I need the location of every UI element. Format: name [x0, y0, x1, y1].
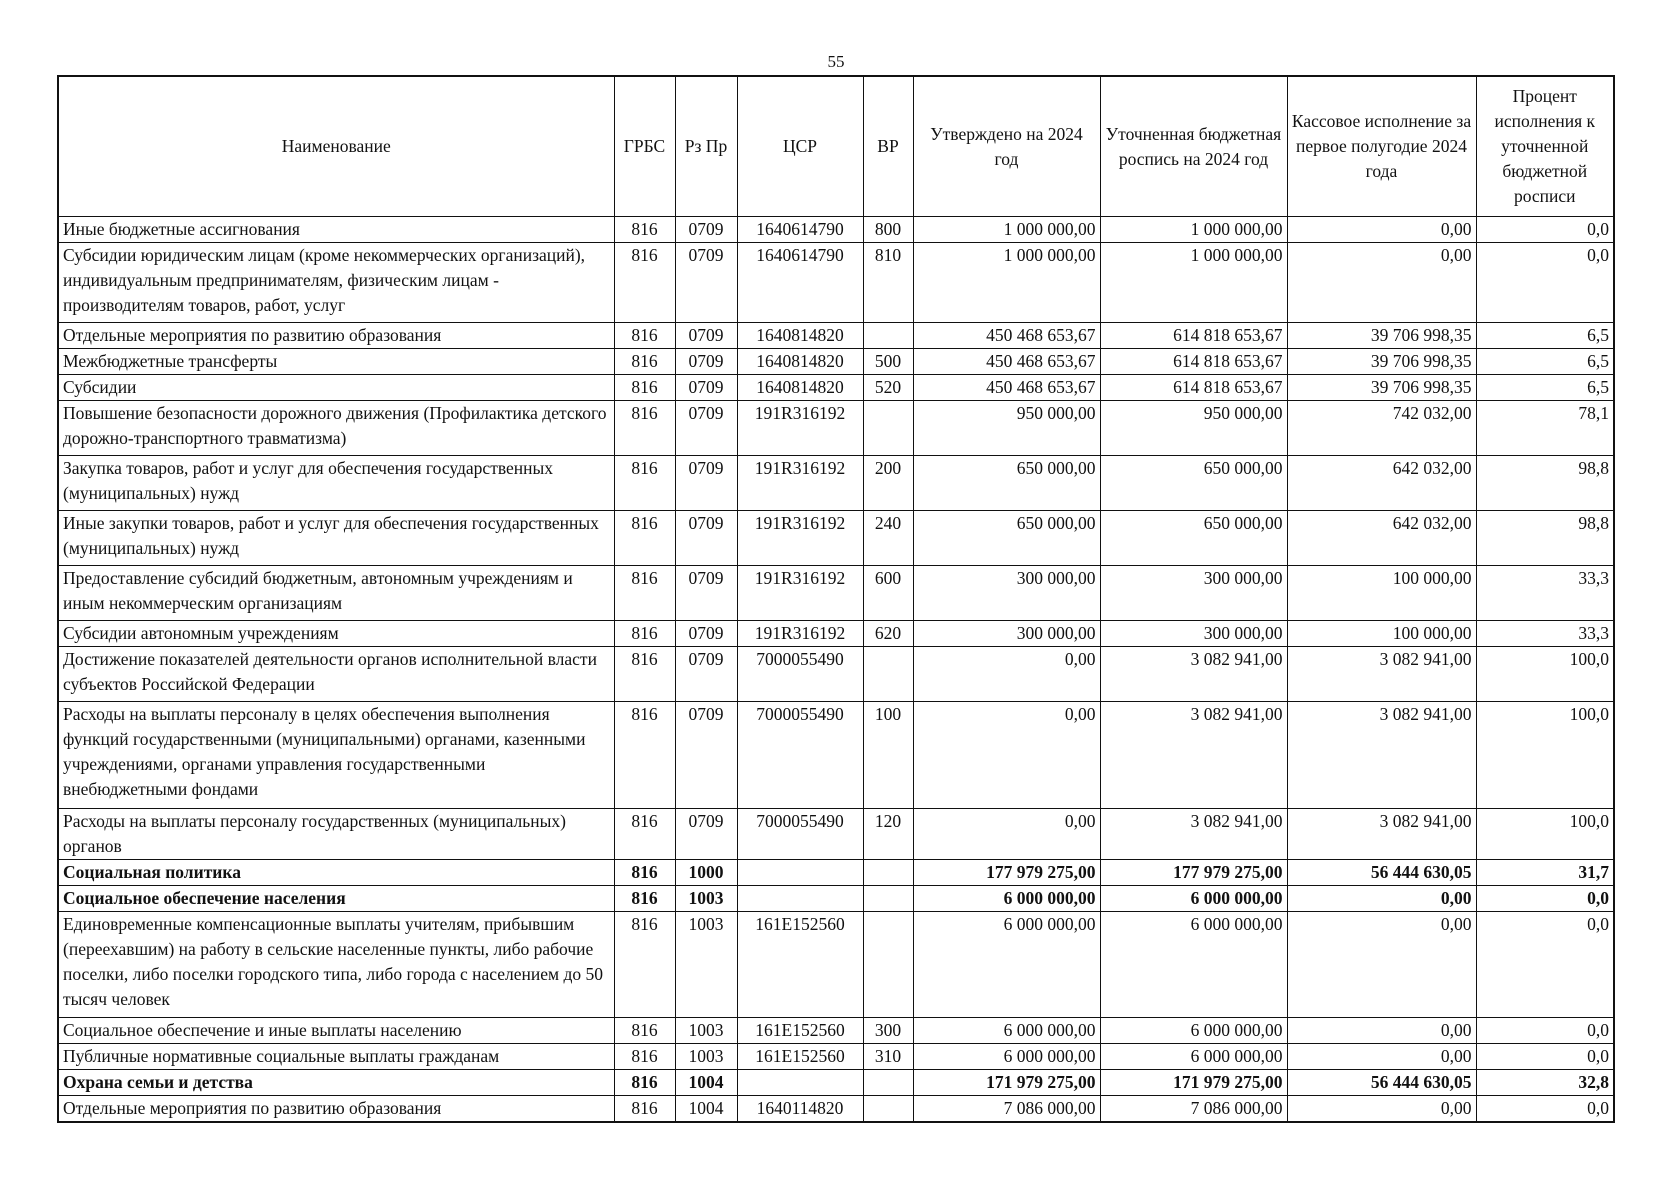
grbs-cell: 816	[614, 456, 675, 511]
cash-cell: 3 082 941,00	[1287, 647, 1476, 702]
refined-cell: 1 000 000,00	[1100, 243, 1287, 323]
refined-cell: 171 979 275,00	[1100, 1070, 1287, 1096]
cash-cell: 642 032,00	[1287, 456, 1476, 511]
table-row	[58, 621, 1614, 647]
name-cell: Межбюджетные трансферты	[58, 349, 614, 375]
percent-cell: 6,5	[1476, 323, 1614, 349]
table-row	[58, 1044, 1614, 1070]
header-approved: Утверждено на 2024 год	[913, 76, 1100, 217]
cash-cell: 100 000,00	[1287, 566, 1476, 621]
refined-cell: 6 000 000,00	[1100, 912, 1287, 1018]
name-cell: Социальное обеспечение и иные выплаты населению	[58, 1018, 614, 1044]
rzpr-cell: 1003	[675, 1018, 737, 1044]
csr-cell: 191R316192	[737, 566, 863, 621]
grbs-cell: 816	[614, 375, 675, 401]
grbs-cell: 816	[614, 323, 675, 349]
refined-cell: 7 086 000,00	[1100, 1096, 1287, 1123]
approved-cell: 1 000 000,00	[913, 243, 1100, 323]
csr-cell: 1640614790	[737, 217, 863, 243]
rzpr-cell: 0709	[675, 702, 737, 809]
refined-cell: 6 000 000,00	[1100, 886, 1287, 912]
table-row	[58, 702, 1614, 809]
table-row	[58, 375, 1614, 401]
grbs-cell: 816	[614, 886, 675, 912]
percent-cell: 32,8	[1476, 1070, 1614, 1096]
refined-cell: 650 000,00	[1100, 456, 1287, 511]
rzpr-cell: 0709	[675, 375, 737, 401]
approved-cell: 6 000 000,00	[913, 886, 1100, 912]
csr-cell	[737, 886, 863, 912]
refined-cell: 614 818 653,67	[1100, 323, 1287, 349]
rzpr-cell: 1000	[675, 860, 737, 886]
percent-cell: 0,0	[1476, 1096, 1614, 1123]
refined-cell: 3 082 941,00	[1100, 647, 1287, 702]
header-csr: ЦСР	[737, 76, 863, 217]
csr-cell: 7000055490	[737, 647, 863, 702]
grbs-cell: 816	[614, 647, 675, 702]
rzpr-cell: 0709	[675, 647, 737, 702]
table-row	[58, 1070, 1614, 1096]
grbs-cell: 816	[614, 243, 675, 323]
approved-cell: 0,00	[913, 647, 1100, 702]
cash-cell: 56 444 630,05	[1287, 1070, 1476, 1096]
table-row	[58, 243, 1614, 323]
csr-cell: 1640814820	[737, 375, 863, 401]
cash-cell: 0,00	[1287, 1018, 1476, 1044]
grbs-cell: 816	[614, 621, 675, 647]
vr-cell: 100	[863, 702, 913, 809]
table-row	[58, 566, 1614, 621]
percent-cell: 0,0	[1476, 1018, 1614, 1044]
vr-cell: 300	[863, 1018, 913, 1044]
vr-cell	[863, 647, 913, 702]
csr-cell: 191R316192	[737, 456, 863, 511]
grbs-cell: 816	[614, 217, 675, 243]
rzpr-cell: 1004	[675, 1070, 737, 1096]
name-cell: Субсидии юридическим лицам (кроме некоммерческих организаций), индивидуальным предпринимателям, физическим лицам - производителям товаров, работ, услуг	[58, 243, 614, 323]
table-row	[58, 456, 1614, 511]
vr-cell: 310	[863, 1044, 913, 1070]
table-header-row	[58, 76, 1614, 217]
refined-cell: 300 000,00	[1100, 566, 1287, 621]
name-cell: Публичные нормативные социальные выплаты гражданам	[58, 1044, 614, 1070]
refined-cell: 614 818 653,67	[1100, 349, 1287, 375]
percent-cell: 0,0	[1476, 243, 1614, 323]
name-cell: Субсидии автономным учреждениям	[58, 621, 614, 647]
percent-cell: 78,1	[1476, 401, 1614, 456]
vr-cell: 120	[863, 809, 913, 860]
approved-cell: 6 000 000,00	[913, 1044, 1100, 1070]
header-refined: Уточненная бюджетная роспись на 2024 год	[1100, 76, 1287, 217]
header-percent: Процент исполнения к уточненной бюджетной росписи	[1476, 76, 1614, 217]
table-row	[58, 349, 1614, 375]
header-rzpr: Рз Пр	[675, 76, 737, 217]
grbs-cell: 816	[614, 401, 675, 456]
approved-cell: 300 000,00	[913, 566, 1100, 621]
cash-cell: 39 706 998,35	[1287, 375, 1476, 401]
vr-cell: 240	[863, 511, 913, 566]
refined-cell: 6 000 000,00	[1100, 1018, 1287, 1044]
table-row	[58, 323, 1614, 349]
rzpr-cell: 1003	[675, 886, 737, 912]
name-cell: Социальная политика	[58, 860, 614, 886]
rzpr-cell: 0709	[675, 217, 737, 243]
percent-cell: 100,0	[1476, 809, 1614, 860]
name-cell: Достижение показателей деятельности органов исполнительной власти субъектов Российской Федерации	[58, 647, 614, 702]
percent-cell: 31,7	[1476, 860, 1614, 886]
cash-cell: 3 082 941,00	[1287, 809, 1476, 860]
cash-cell: 642 032,00	[1287, 511, 1476, 566]
approved-cell: 171 979 275,00	[913, 1070, 1100, 1096]
name-cell: Расходы на выплаты персоналу в целях обеспечения выполнения функций государственными (муниципальными) органами, казенными учреждениями, органами управления государственными внебюджетными фондами	[58, 702, 614, 809]
table-row	[58, 647, 1614, 702]
refined-cell: 300 000,00	[1100, 621, 1287, 647]
name-cell: Расходы на выплаты персоналу государственных (муниципальных) органов	[58, 809, 614, 860]
grbs-cell: 816	[614, 1018, 675, 1044]
approved-cell: 7 086 000,00	[913, 1096, 1100, 1123]
approved-cell: 450 468 653,67	[913, 375, 1100, 401]
name-cell: Охрана семьи и детства	[58, 1070, 614, 1096]
cash-cell: 39 706 998,35	[1287, 349, 1476, 375]
vr-cell	[863, 401, 913, 456]
table-row	[58, 1096, 1614, 1123]
percent-cell: 33,3	[1476, 566, 1614, 621]
rzpr-cell: 0709	[675, 809, 737, 860]
refined-cell: 1 000 000,00	[1100, 217, 1287, 243]
vr-cell: 600	[863, 566, 913, 621]
csr-cell: 161E152560	[737, 1018, 863, 1044]
vr-cell	[863, 323, 913, 349]
csr-cell: 1640614790	[737, 243, 863, 323]
grbs-cell: 816	[614, 1096, 675, 1123]
grbs-cell: 816	[614, 566, 675, 621]
name-cell: Отдельные мероприятия по развитию образования	[58, 323, 614, 349]
percent-cell: 33,3	[1476, 621, 1614, 647]
grbs-cell: 816	[614, 1044, 675, 1070]
name-cell: Иные закупки товаров, работ и услуг для обеспечения государственных (муниципальных) нужд	[58, 511, 614, 566]
cash-cell: 0,00	[1287, 217, 1476, 243]
rzpr-cell: 0709	[675, 243, 737, 323]
csr-cell: 191R316192	[737, 511, 863, 566]
budget-execution-table	[57, 75, 1615, 1123]
percent-cell: 6,5	[1476, 375, 1614, 401]
name-cell: Закупка товаров, работ и услуг для обеспечения государственных (муниципальных) нужд	[58, 456, 614, 511]
grbs-cell: 816	[614, 1070, 675, 1096]
cash-cell: 100 000,00	[1287, 621, 1476, 647]
grbs-cell: 816	[614, 349, 675, 375]
name-cell: Повышение безопасности дорожного движения (Профилактика детского дорожно-транспортного травматизма)	[58, 401, 614, 456]
vr-cell: 520	[863, 375, 913, 401]
table-row	[58, 217, 1614, 243]
csr-cell: 1640114820	[737, 1096, 863, 1123]
cash-cell: 0,00	[1287, 1096, 1476, 1123]
grbs-cell: 816	[614, 912, 675, 1018]
approved-cell: 0,00	[913, 702, 1100, 809]
table-row	[58, 860, 1614, 886]
rzpr-cell: 1004	[675, 1096, 737, 1123]
name-cell: Предоставление субсидий бюджетным, автономным учреждениям и иным некоммерческим организациям	[58, 566, 614, 621]
approved-cell: 650 000,00	[913, 456, 1100, 511]
csr-cell	[737, 860, 863, 886]
percent-cell: 100,0	[1476, 702, 1614, 809]
percent-cell: 0,0	[1476, 217, 1614, 243]
cash-cell: 3 082 941,00	[1287, 702, 1476, 809]
header-name: Наименование	[58, 76, 614, 217]
csr-cell: 191R316192	[737, 401, 863, 456]
percent-cell: 98,8	[1476, 511, 1614, 566]
vr-cell: 500	[863, 349, 913, 375]
vr-cell	[863, 1070, 913, 1096]
table-row	[58, 1018, 1614, 1044]
cash-cell: 0,00	[1287, 1044, 1476, 1070]
vr-cell: 810	[863, 243, 913, 323]
rzpr-cell: 0709	[675, 349, 737, 375]
vr-cell	[863, 1096, 913, 1123]
rzpr-cell: 0709	[675, 456, 737, 511]
table-row	[58, 912, 1614, 1018]
name-cell: Иные бюджетные ассигнования	[58, 217, 614, 243]
rzpr-cell: 0709	[675, 511, 737, 566]
percent-cell: 0,0	[1476, 886, 1614, 912]
approved-cell: 0,00	[913, 809, 1100, 860]
rzpr-cell: 1003	[675, 1044, 737, 1070]
percent-cell: 6,5	[1476, 349, 1614, 375]
vr-cell: 800	[863, 217, 913, 243]
approved-cell: 177 979 275,00	[913, 860, 1100, 886]
table-row	[58, 401, 1614, 456]
vr-cell: 620	[863, 621, 913, 647]
page-number: 55	[827, 52, 845, 71]
cash-cell: 0,00	[1287, 243, 1476, 323]
approved-cell: 1 000 000,00	[913, 217, 1100, 243]
percent-cell: 98,8	[1476, 456, 1614, 511]
cash-cell: 39 706 998,35	[1287, 323, 1476, 349]
cash-cell: 56 444 630,05	[1287, 860, 1476, 886]
grbs-cell: 816	[614, 702, 675, 809]
grbs-cell: 816	[614, 860, 675, 886]
grbs-cell: 816	[614, 511, 675, 566]
percent-cell: 0,0	[1476, 912, 1614, 1018]
name-cell: Отдельные мероприятия по развитию образования	[58, 1096, 614, 1123]
approved-cell: 6 000 000,00	[913, 1018, 1100, 1044]
percent-cell: 0,0	[1476, 1044, 1614, 1070]
approved-cell: 6 000 000,00	[913, 912, 1100, 1018]
approved-cell: 450 468 653,67	[913, 323, 1100, 349]
header-grbs: ГРБС	[614, 76, 675, 217]
refined-cell: 6 000 000,00	[1100, 1044, 1287, 1070]
header-vr: ВР	[863, 76, 913, 217]
csr-cell: 1640814820	[737, 349, 863, 375]
csr-cell: 7000055490	[737, 702, 863, 809]
csr-cell: 161E152560	[737, 912, 863, 1018]
refined-cell: 3 082 941,00	[1100, 702, 1287, 809]
csr-cell: 161E152560	[737, 1044, 863, 1070]
approved-cell: 300 000,00	[913, 621, 1100, 647]
table-row	[58, 809, 1614, 860]
csr-cell: 191R316192	[737, 621, 863, 647]
grbs-cell: 816	[614, 809, 675, 860]
vr-cell	[863, 886, 913, 912]
csr-cell	[737, 1070, 863, 1096]
name-cell: Социальное обеспечение населения	[58, 886, 614, 912]
rzpr-cell: 0709	[675, 621, 737, 647]
rzpr-cell: 0709	[675, 566, 737, 621]
approved-cell: 950 000,00	[913, 401, 1100, 456]
refined-cell: 650 000,00	[1100, 511, 1287, 566]
rzpr-cell: 0709	[675, 401, 737, 456]
header-cash: Кассовое исполнение за первое полугодие 2024 года	[1287, 76, 1476, 217]
cash-cell: 742 032,00	[1287, 401, 1476, 456]
vr-cell	[863, 860, 913, 886]
table-row	[58, 886, 1614, 912]
approved-cell: 450 468 653,67	[913, 349, 1100, 375]
approved-cell: 650 000,00	[913, 511, 1100, 566]
table-row	[58, 511, 1614, 566]
cash-cell: 0,00	[1287, 912, 1476, 1018]
refined-cell: 177 979 275,00	[1100, 860, 1287, 886]
table-body	[58, 217, 1614, 1123]
refined-cell: 950 000,00	[1100, 401, 1287, 456]
vr-cell: 200	[863, 456, 913, 511]
rzpr-cell: 0709	[675, 323, 737, 349]
rzpr-cell: 1003	[675, 912, 737, 1018]
refined-cell: 3 082 941,00	[1100, 809, 1287, 860]
name-cell: Субсидии	[58, 375, 614, 401]
percent-cell: 100,0	[1476, 647, 1614, 702]
csr-cell: 7000055490	[737, 809, 863, 860]
csr-cell: 1640814820	[737, 323, 863, 349]
name-cell: Единовременные компенсационные выплаты учителям, прибывшим (переехавшим) на работу в сельские населенные пункты, либо рабочие поселки, либо поселки городского типа, либо города с населением до 50 тысяч человек	[58, 912, 614, 1018]
vr-cell	[863, 912, 913, 1018]
refined-cell: 614 818 653,67	[1100, 375, 1287, 401]
cash-cell: 0,00	[1287, 886, 1476, 912]
